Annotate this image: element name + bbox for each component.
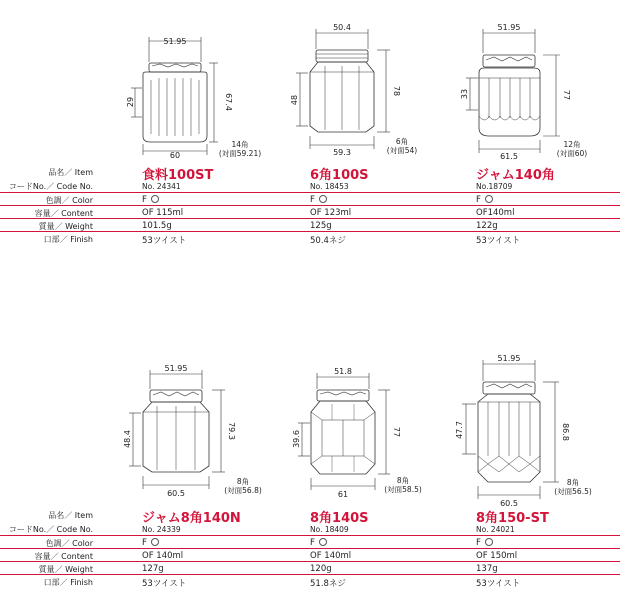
product-name: 8角140S — [310, 511, 369, 526]
product-finish: 50.4ネジ — [310, 236, 346, 246]
label-weight: 質量／ Weight — [38, 222, 93, 231]
color-swatch — [485, 538, 493, 546]
product-finish: 53ツイスト — [476, 579, 521, 589]
product-weight: 127g — [142, 564, 164, 574]
jar-4-left-dim: 48.4 — [123, 430, 132, 448]
row-divider — [0, 548, 620, 549]
jar-3-left-dim: 33 — [460, 88, 469, 100]
row-divider — [0, 574, 620, 575]
product-name: 8角150-ST — [476, 511, 549, 526]
row-divider — [0, 561, 620, 562]
jar-1-note-sides: 14角 — [231, 140, 249, 149]
jar-3-right-dim: 77 — [562, 89, 571, 101]
row-divider — [0, 205, 620, 206]
jar-2-bottom-dim: 59.3 — [333, 148, 351, 157]
jar-3-cap — [483, 55, 535, 67]
product-code: No. 24341 — [142, 182, 181, 191]
product-content: OF140ml — [476, 208, 515, 218]
jar-5-left-dim: 39.6 — [292, 430, 301, 448]
jar-5-note-across: (対面58.5) — [384, 485, 422, 494]
jar-2-right-dim: 78 — [392, 85, 401, 97]
product-code: No. 24021 — [476, 525, 515, 534]
jar-6-note-across: (対面56.5) — [554, 487, 592, 496]
product-code: No. 18453 — [310, 182, 349, 191]
jar-5-dimension-lines — [298, 373, 390, 490]
jar-6-dimension-lines — [462, 360, 559, 499]
product-content: OF 140ml — [310, 551, 352, 561]
jar-5-note-sides: 8角 — [396, 476, 410, 485]
color-swatch — [319, 538, 327, 546]
label-finish: 口部／ Finish — [43, 235, 93, 244]
jar-1-right-dim: 67.4 — [224, 93, 233, 111]
jar-3-top-dim: 51.95 — [497, 23, 521, 32]
jar-2-note-across: (対面54) — [386, 146, 418, 155]
jar-5-top-dim: 51.8 — [334, 367, 352, 376]
jar-4-note-sides: 8角 — [236, 477, 250, 486]
product-finish: 51.8ネジ — [310, 579, 346, 589]
product-finish: 53ツイスト — [142, 236, 187, 246]
product-content: OF 115ml — [142, 208, 184, 218]
jar-6-top-dim: 51.95 — [497, 354, 521, 363]
jar-4-right-dim: 79.3 — [227, 422, 236, 440]
jar-drawing-5 — [311, 390, 375, 474]
jar-5-right-dim: 77 — [392, 426, 401, 438]
jar-4-cap — [150, 390, 202, 402]
product-weight: 101.5g — [142, 221, 172, 231]
jar-6-bottom-dim: 60.5 — [500, 499, 518, 508]
product-weight: 137g — [476, 564, 498, 574]
color-swatch — [319, 195, 327, 203]
color-swatch — [151, 538, 159, 546]
jar-2-left-dim: 48 — [290, 94, 299, 106]
jar-6-note-sides: 8角 — [566, 478, 580, 487]
product-color: F — [310, 538, 327, 548]
jar-drawing-6 — [478, 382, 540, 482]
product-name: 6角100S — [310, 168, 369, 183]
row-divider — [0, 218, 620, 219]
jar-1-left-dim: 29 — [126, 96, 135, 108]
product-code: No. 24339 — [142, 525, 181, 534]
product-color: F — [476, 195, 493, 205]
top-section — [0, 0, 620, 250]
label-code: コードNo.／ Code No. — [8, 182, 93, 191]
product-name: ジャム140角 — [476, 168, 555, 183]
jar-4-bottom-dim: 60.5 — [167, 489, 185, 498]
row-divider — [0, 192, 620, 193]
label-item: 品名／ Item — [48, 168, 93, 177]
jar-3-bottom-dim: 61.5 — [500, 152, 518, 161]
jar-3-note-sides: 12角 — [563, 140, 581, 149]
top-jar-drawings — [0, 0, 620, 165]
jar-4-top-dim: 51.95 — [164, 364, 188, 373]
product-color: F — [142, 538, 159, 548]
jar-1-top-dim: 51.95 — [163, 37, 187, 46]
product-name: ジャム8角140N — [142, 511, 241, 526]
jar-2-cap — [316, 50, 368, 62]
product-weight: 120g — [310, 564, 332, 574]
jar-3-note-across: (対面60) — [556, 149, 588, 158]
label-color: 色調／ Color — [45, 539, 93, 548]
product-name: 食料100ST — [142, 168, 214, 183]
jar-1-bottom-dim: 60 — [169, 151, 181, 160]
jar-6-right-dim: 86.8 — [561, 423, 570, 441]
jar-2-note-sides: 6角 — [395, 137, 409, 146]
product-weight: 122g — [476, 221, 498, 231]
label-color: 色調／ Color — [45, 196, 93, 205]
label-finish: 口部／ Finish — [43, 578, 93, 587]
jar-3-dimension-lines — [466, 29, 560, 153]
label-code: コードNo.／ Code No. — [8, 525, 93, 534]
product-color: F — [310, 195, 327, 205]
color-swatch — [485, 195, 493, 203]
label-item: 品名／ Item — [48, 511, 93, 520]
product-content: OF 123ml — [310, 208, 352, 218]
label-weight: 質量／ Weight — [38, 565, 93, 574]
jar-6-left-dim: 47.7 — [455, 421, 464, 439]
jar-drawing-2 — [310, 50, 374, 132]
jar-4-note-across: (対面56.8) — [224, 486, 262, 495]
bottom-section — [0, 350, 620, 615]
row-divider — [0, 535, 620, 536]
label-content: 容量／ Content — [34, 209, 93, 218]
product-color: F — [142, 195, 159, 205]
jar-drawing-4 — [143, 390, 209, 472]
jar-5-cap — [317, 390, 369, 401]
product-finish: 53ツイスト — [142, 579, 187, 589]
jar-1-dimension-lines — [131, 37, 218, 155]
label-content: 容量／ Content — [34, 552, 93, 561]
product-weight: 125g — [310, 221, 332, 231]
jar-1-note-across: (対面59.21) — [218, 149, 262, 158]
product-color: F — [476, 538, 493, 548]
product-code: No. 18409 — [310, 525, 349, 534]
color-swatch — [151, 195, 159, 203]
jar-2-top-dim: 50.4 — [333, 23, 351, 32]
product-finish: 53ツイスト — [476, 236, 521, 246]
row-divider — [0, 231, 620, 232]
product-content: OF 140ml — [142, 551, 184, 561]
bottom-jar-drawings — [0, 350, 620, 515]
jar-drawing-3 — [479, 55, 540, 136]
product-code: No.18709 — [476, 182, 513, 191]
jar-5-bottom-dim: 61 — [337, 490, 349, 499]
jar-drawing-1 — [143, 63, 207, 142]
jar-6-cap — [483, 382, 535, 394]
product-content: OF 150ml — [476, 551, 518, 561]
